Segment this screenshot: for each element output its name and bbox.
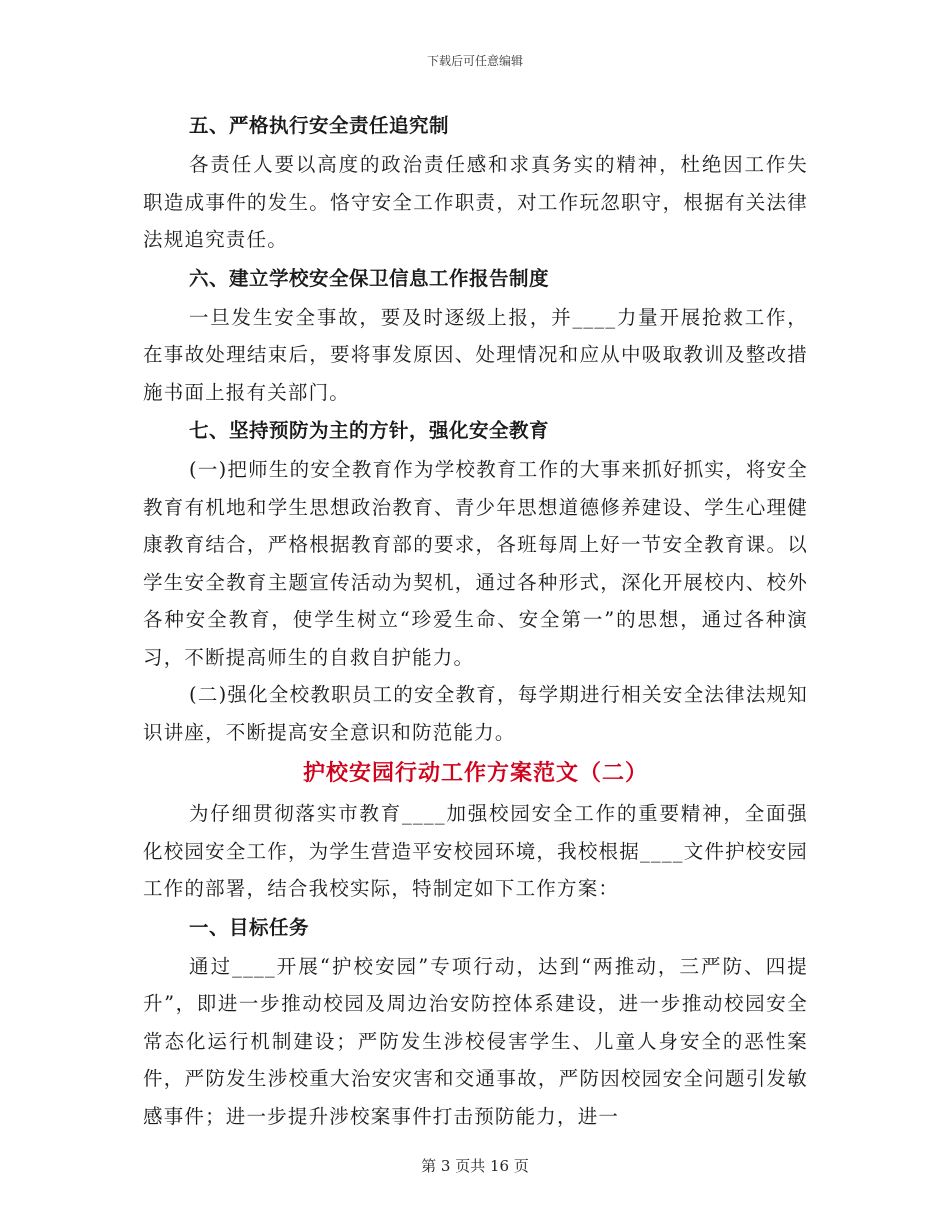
section-heading-5: 五、严格执行安全责任追究制 xyxy=(189,114,450,137)
section-heading-6: 六、建立学校安全保卫信息工作报告制度 xyxy=(189,266,550,290)
document-title: 护校安园行动工作方案范文（二） xyxy=(302,760,648,786)
page-footer: 第 3 页共 16 页 xyxy=(421,1157,529,1175)
page-header: 下载后可任意编辑 xyxy=(426,54,523,68)
paragraph: 通过____开展“护校安园”专项行动，达到“两推动，三严防、四提升”，即进一步推动校园及周边治安防控体系建设，进一步推动校园安全常态化运行机制建设；严防发生涉校侵害学生、儿童人身安全的恶性案件，严防发生涉校重大治安灾害和交通事故，严防因校园安全问题引发敏感事件；进一步提升涉校案事件打击预防能力，进一 xyxy=(143,954,808,1128)
paragraph: 为仔细贯彻落实市教育____加强校园安全工作的重要精神，全面强化校园安全工作，为学生营造平安校园环境，我校根据____文件护校安园工作的部署，结合我校实际，特制定如下工作方案： xyxy=(143,802,808,900)
section-heading-1: 一、目标任务 xyxy=(189,915,310,939)
paragraph: 一旦发生安全事故，要及时逐级上报，并____力量开展抢救工作，在事故处理结束后，要将事发原因、处理情况和应从中吸取教训及整改措施书面上报有关部门。 xyxy=(143,305,808,404)
section-heading-7: 七、坚持预防为主的方针，强化安全教育 xyxy=(189,419,550,442)
document-body xyxy=(143,106,808,1135)
paragraph: (二)强化全校教职员工的安全教育，每学期进行相关安全法律法规知识讲座，不断提高安全意识和防范能力。 xyxy=(143,683,808,744)
paragraph: 各责任人要以高度的政治责任感和求真务实的精神，杜绝因工作失职造成事件的发生。恪守安全工作职责，对工作玩忽职守，根据有关法律法规追究责任。 xyxy=(143,153,808,251)
paragraph: (一)把师生的安全教育作为学校教育工作的大事来抓好抓实，将安全教育有机地和学生思想政治教育、青少年思想道德修养建设、学生心理健康教育结合，严格根据教育部的要求，各班每周上好一节安全教育课。以学生安全教育主题宣传活动为契机，通过各种形式，深化开展校内、校外各种安全教育，使学生树立“珍爱生命、安全第一”的思想，通过各种演习，不断提高师生的自救自护能力。 xyxy=(143,458,808,669)
